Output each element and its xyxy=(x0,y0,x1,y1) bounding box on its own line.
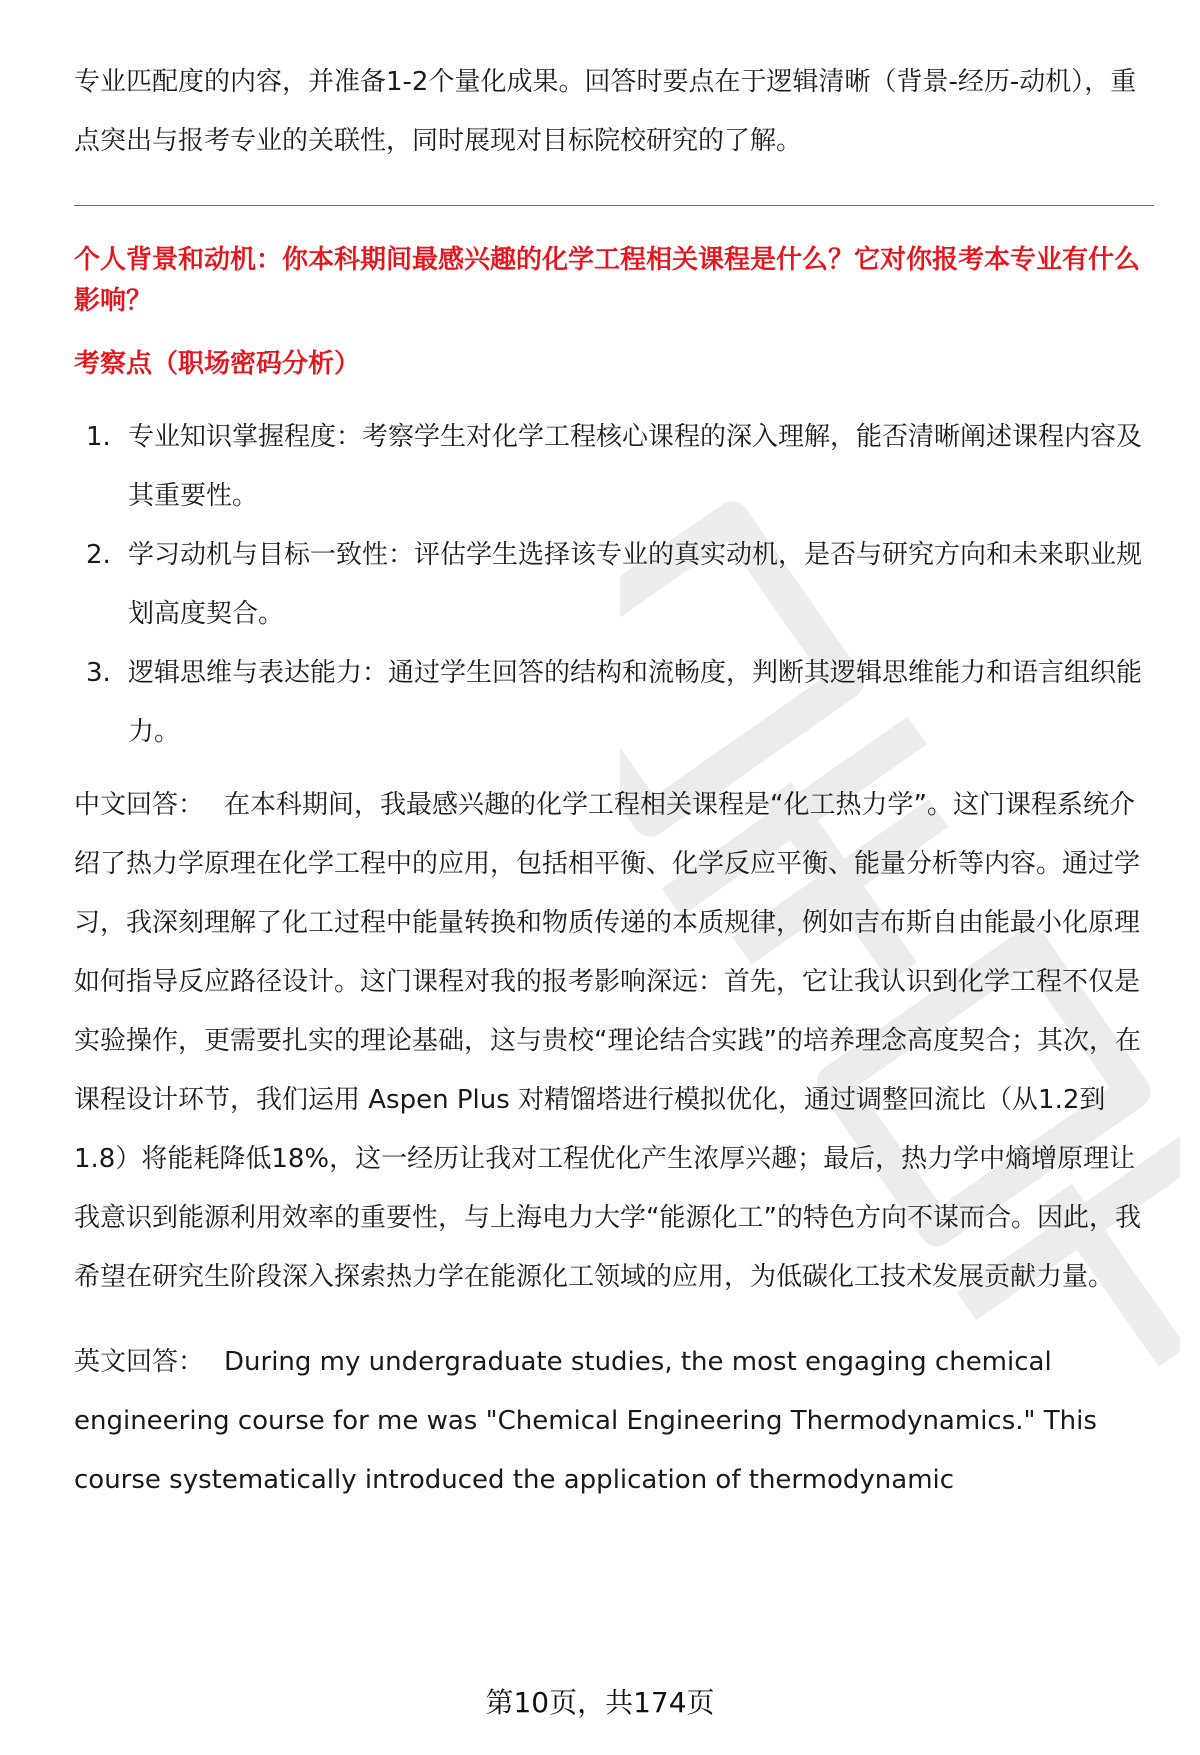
english-answer-label: 英文回答： xyxy=(74,1347,205,1377)
page-footer: 第10页，共174页 xyxy=(485,1686,715,1719)
chinese-answer xyxy=(74,776,1154,1307)
document-page xyxy=(74,0,1154,1510)
chinese-answer-text: 在本科期间，我最感兴趣的化学工程相关课程是“化工热力学”。这门课程系统介绍了热力学原理在化学工程中的应用，包括相平衡、化学反应平衡、能量分析等内容。通过学习，我深刻理解了化工过程中能量转换和物质传递的本质规律，例如吉布斯自由能最小化原理如何指导反应路径设计。这门课程对我的报考影响深远：首先，它让我认识到化学工程不仅是实验操作，更需要扎实的理论基础，这与贵校“理论结合实践”的培养理念高度契合；其次，在课程设计环节，我们运用 Aspen Plus 对精馏塔进行模拟优化，通过调整回流比（从1.2到1.8）将能耗降低18%，这一经历让我对工程优化产生浓厚兴趣；最后，热力学中熵增原理让我意识到能源利用效率的重要性，与上海电力大学“能源化工”的特色方向不谋而合。因此，我希望在研究生阶段深入探索热力学在能源化工领域的应用，为低碳化工技术发展贡献力量。 xyxy=(74,790,1141,1292)
exam-point-text: 逻辑思维与表达能力：通过学生回答的结构和流畅度，判断其逻辑思维能力和语言组织能力。 xyxy=(128,658,1143,747)
exam-points-list xyxy=(74,408,1154,762)
exam-point-item xyxy=(74,644,1154,762)
exam-point-text: 专业知识掌握程度：考察学生对化学工程核心课程的深入理解，能否清晰阐述课程内容及其重要性。 xyxy=(128,422,1143,511)
exam-point-text: 学习动机与目标一致性：评估学生选择该专业的真实动机，是否与研究方向和未来职业规划高度契合。 xyxy=(128,540,1143,629)
exam-point-item xyxy=(74,408,1154,526)
question-heading: 个人背景和动机：你本科期间最感兴趣的化学工程相关课程是什么？它对你报考本专业有什么影响？ xyxy=(74,245,1141,316)
section-divider xyxy=(74,205,1154,206)
exam-point-item xyxy=(74,526,1154,644)
english-answer-text: During my undergraduate studies, the most engaging chemical engineering course for me was "Chemical Engineering Thermodynamics." This course systematically introduced the application of thermodynamic xyxy=(74,1347,1097,1495)
intro-paragraph: 专业匹配度的内容，并准备1-2个量化成果。回答时要点在于逻辑清晰（背景-经历-动机），重点突出与报考专业的关联性，同时展现对目标院校研究的了解。 xyxy=(74,67,1137,156)
exam-points-heading: 考察点（职场密码分析） xyxy=(74,349,361,379)
exam-point-number: 3. xyxy=(86,658,111,688)
chinese-answer-label: 中文回答： xyxy=(74,790,205,820)
english-answer xyxy=(74,1333,1154,1510)
exam-point-number: 2. xyxy=(86,540,111,570)
exam-point-number: 1. xyxy=(86,422,111,452)
